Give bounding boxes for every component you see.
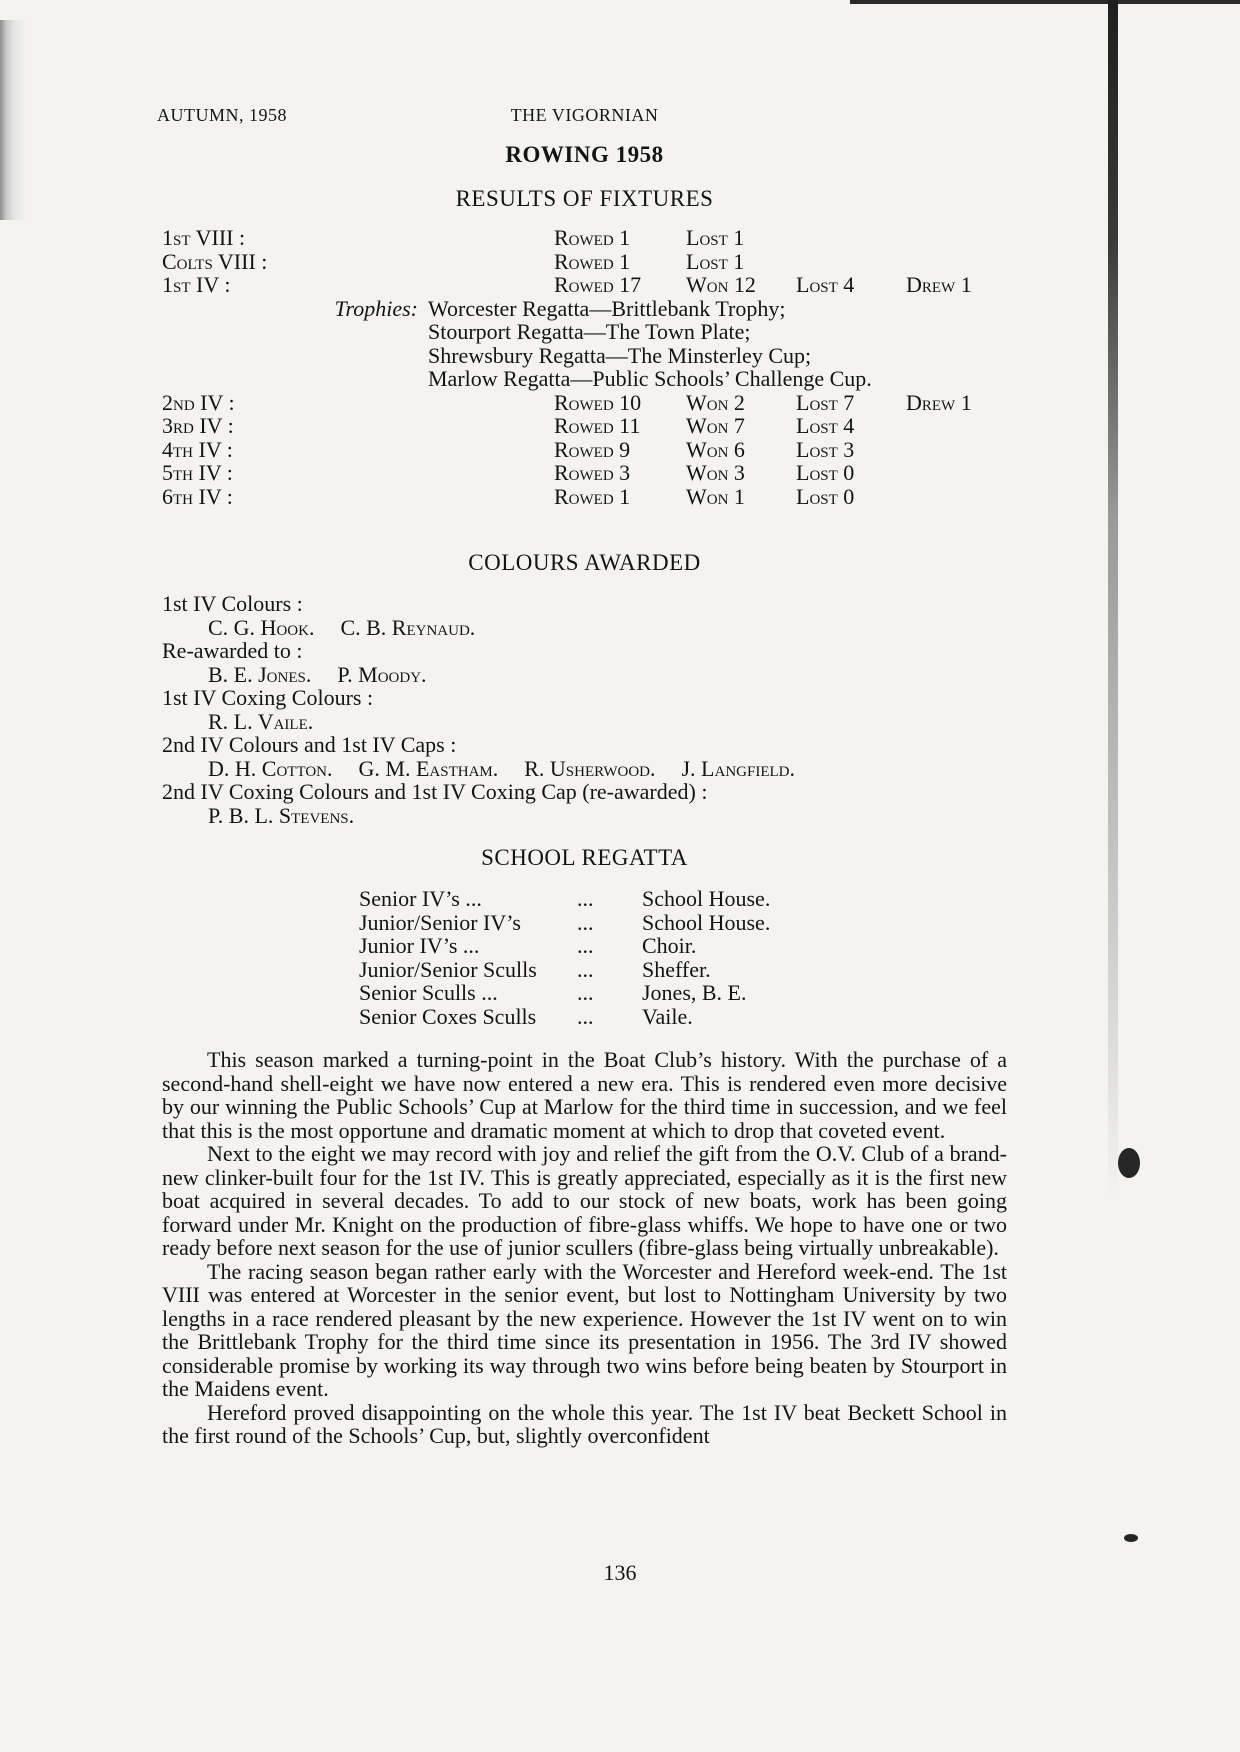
- recipient-name: P. B. L. Stevens.: [208, 802, 355, 828]
- regatta-row: [359, 981, 770, 1005]
- result-value: Lost 0: [796, 460, 855, 485]
- result-value: Lost 4: [796, 272, 855, 297]
- trophies-label: Trophies:: [334, 295, 418, 321]
- paragraph: Next to the eight we may record with joy and relief the gift from the O.V. Club of a brand-new clinker-built four for the 1st IV. This is greatly appreciated, especially as it is the first new boat acquired in several decades. To add to our stock of new boats, work has been going forward under Mr. Knight on the production of fibre-glass whiffs. We hope to have one or two ready before next season for the use of junior scullers (fibre-glass being virtually unbreakable).: [162, 1141, 1007, 1260]
- result-value: Rowed 17: [554, 272, 642, 297]
- regatta-event: Senior IV’s ...: [359, 886, 482, 911]
- result-value: Won 2: [686, 389, 745, 415]
- regatta-event: Senior Sculls ...: [359, 980, 498, 1005]
- colours-recipients: [162, 804, 1007, 828]
- page: [157, 96, 1007, 1448]
- result-value: Won 7: [686, 413, 745, 438]
- trophies-label: [162, 344, 428, 368]
- recipient-name: P. Moody.: [337, 661, 427, 687]
- recipient-name: G. M. Eastham.: [358, 755, 499, 781]
- scan-edge-left: [0, 20, 26, 220]
- regatta-winner: Jones, B. E.: [642, 980, 747, 1005]
- fixture-row: [162, 461, 1007, 485]
- result-value: Won 1: [686, 483, 745, 509]
- leader-dots: ...: [577, 1003, 594, 1029]
- paragraph: The racing season began rather early with the Worcester and Hereford week-end. The 1st VIII was entered at Worcester in the senior event, but lost to Nottingham University by two lengths in a race rendered pleasant by the new experience. However the 1st IV went on to win the Brittlebank Trophy for the third time since its presentation in 1956. The 3rd IV showed considerable promise by working its way through two wins before being beaten by Stourport in the Maidens event.: [162, 1258, 1007, 1401]
- crew-name: 1st IV :: [162, 272, 231, 297]
- regatta-winner: Sheffer.: [642, 956, 711, 982]
- journal-name: THE VIGORNIAN: [510, 105, 659, 125]
- crew-name: Colts VIII :: [162, 248, 268, 274]
- issue-date: AUTUMN, 1958: [157, 105, 287, 125]
- ink-blot: [1118, 1148, 1140, 1178]
- regatta-row: [359, 958, 770, 982]
- recipient-name: C. B. Reynaud.: [340, 614, 476, 640]
- recipient-name: B. E. Jones.: [208, 661, 312, 687]
- trophy-row: [162, 320, 1007, 344]
- scan-edge-right: [1108, 0, 1118, 1200]
- colours-recipients: [162, 710, 1007, 734]
- regatta-winner: Choir.: [642, 933, 697, 958]
- result-value: Rowed 1: [554, 225, 631, 250]
- page-number: 136: [603, 1560, 637, 1585]
- colours-category: 1st IV Coxing Colours :: [162, 685, 374, 710]
- crew-results: [428, 250, 1007, 274]
- leader-dots: ...: [577, 933, 594, 958]
- trophy-name: Shrewsbury Regatta—The Minsterley Cup;: [428, 342, 812, 368]
- leader-dots: ...: [577, 956, 594, 982]
- trophy-row: [162, 297, 1007, 321]
- article-body: [162, 1048, 1007, 1448]
- fixtures-table: [162, 226, 1007, 508]
- trophy-name: Marlow Regatta—Public Schools’ Challenge Cup.: [428, 366, 872, 391]
- regatta-heading: SCHOOL REGATTA: [481, 845, 688, 870]
- regatta-winner: Vaile.: [642, 1003, 693, 1029]
- crew-name: 5th IV :: [162, 460, 233, 485]
- trophy-row: [162, 344, 1007, 368]
- trophy-name: Worcester Regatta—Brittlebank Trophy;: [428, 295, 786, 321]
- crew-name: 4th IV :: [162, 436, 233, 462]
- fixture-row: [162, 250, 1007, 274]
- colours-category: 2nd IV Colours and 1st IV Caps :: [162, 732, 457, 757]
- fixture-row: [162, 485, 1007, 509]
- crew-results: [428, 273, 1007, 297]
- colours-category: 1st IV Colours :: [162, 591, 303, 616]
- crew-name: 3rd IV :: [162, 413, 234, 438]
- running-header: [157, 96, 1007, 125]
- fixture-row: [162, 273, 1007, 297]
- leader-dots: ...: [577, 886, 594, 911]
- regatta-table: [359, 887, 770, 1028]
- trophy-name: Stourport Regatta—The Town Plate;: [428, 319, 751, 344]
- regatta-row: [359, 887, 770, 911]
- recipient-name: R. L. Vaile.: [208, 708, 314, 734]
- fixture-row: [162, 391, 1007, 415]
- result-value: Won 6: [686, 436, 745, 462]
- scan-edge-top: [850, 0, 1240, 4]
- regatta-event: Senior Coxes Sculls: [359, 1003, 537, 1029]
- regatta-event: Junior/Senior Sculls: [359, 956, 537, 982]
- result-value: Rowed 3: [554, 460, 631, 485]
- trophies-label: [162, 320, 428, 344]
- paragraph: This season marked a turning-point in the Boat Club’s history. With the purchase of a second-hand shell-eight we have now entered a new era. This is rendered even more decisive by our winning the Public Schools’ Cup at Marlow for the third time in succession, and we feel that this is the most opportune and dramatic moment at which to drop that coveted event.: [162, 1047, 1007, 1143]
- regatta-event: Junior/Senior IV’s: [359, 909, 521, 935]
- regatta-winner: School House.: [642, 909, 771, 935]
- crew-results: [428, 226, 1007, 250]
- regatta-row: [359, 1005, 770, 1029]
- fixture-row: [162, 226, 1007, 250]
- regatta-winner: School House.: [642, 886, 771, 911]
- trophies-label: [162, 367, 428, 391]
- recipient-name: D. H. Cotton.: [208, 755, 333, 781]
- result-value: Rowed 1: [554, 248, 631, 274]
- fixture-row: [162, 438, 1007, 462]
- colours-category: 2nd IV Coxing Colours and 1st IV Coxing Cap (re-awarded) :: [162, 779, 708, 804]
- result-value: Lost 7: [796, 389, 855, 415]
- leader-dots: ...: [577, 909, 594, 935]
- crew-name: 1st VIII :: [162, 225, 246, 250]
- crew-name: 2nd IV :: [162, 389, 235, 415]
- colours-recipients: [162, 616, 1007, 640]
- result-value: Rowed 11: [554, 413, 641, 438]
- result-value: Won 12: [686, 272, 756, 297]
- colours-list: [162, 592, 1007, 827]
- page-title: ROWING 1958: [505, 142, 664, 167]
- fixture-row: [162, 414, 1007, 438]
- result-value: Lost 0: [796, 483, 855, 509]
- result-value: Won 3: [686, 460, 745, 485]
- colours-recipients: [162, 757, 1007, 781]
- regatta-event: Junior IV’s ...: [359, 933, 480, 958]
- crew-results: [428, 438, 1007, 462]
- crew-results: [428, 391, 1007, 415]
- result-value: Lost 1: [686, 248, 745, 274]
- result-value: Rowed 10: [554, 389, 642, 415]
- recipient-name: J. Langfield.: [681, 755, 795, 781]
- crew-results: [428, 461, 1007, 485]
- result-value: Rowed 9: [554, 436, 631, 462]
- colours-heading: COLOURS AWARDED: [468, 550, 701, 575]
- crew-results: [428, 485, 1007, 509]
- colours-recipients: [162, 663, 1007, 687]
- recipient-name: R. Usherwood.: [524, 755, 656, 781]
- result-value: Lost 1: [686, 225, 745, 250]
- result-value: Lost 4: [796, 413, 855, 438]
- regatta-row: [359, 934, 770, 958]
- regatta-row: [359, 911, 770, 935]
- result-value: Drew 1: [906, 272, 972, 297]
- recipient-name: C. G. Hook.: [208, 614, 315, 640]
- leader-dots: ...: [577, 980, 594, 1005]
- trophy-row: [162, 367, 1007, 391]
- fixtures-heading: RESULTS OF FIXTURES: [455, 186, 714, 211]
- crew-results: [428, 414, 1007, 438]
- colours-category: Re-awarded to :: [162, 638, 303, 663]
- result-value: Rowed 1: [554, 483, 631, 509]
- result-value: Drew 1: [906, 389, 972, 415]
- paragraph: Hereford proved disappointing on the whole this year. The 1st IV beat Beckett School in the first round of the Schools’ Cup, but, slightly overconfident: [162, 1399, 1007, 1448]
- result-value: Lost 3: [796, 436, 855, 462]
- ink-blot: [1124, 1534, 1138, 1542]
- crew-name: 6th IV :: [162, 483, 233, 509]
